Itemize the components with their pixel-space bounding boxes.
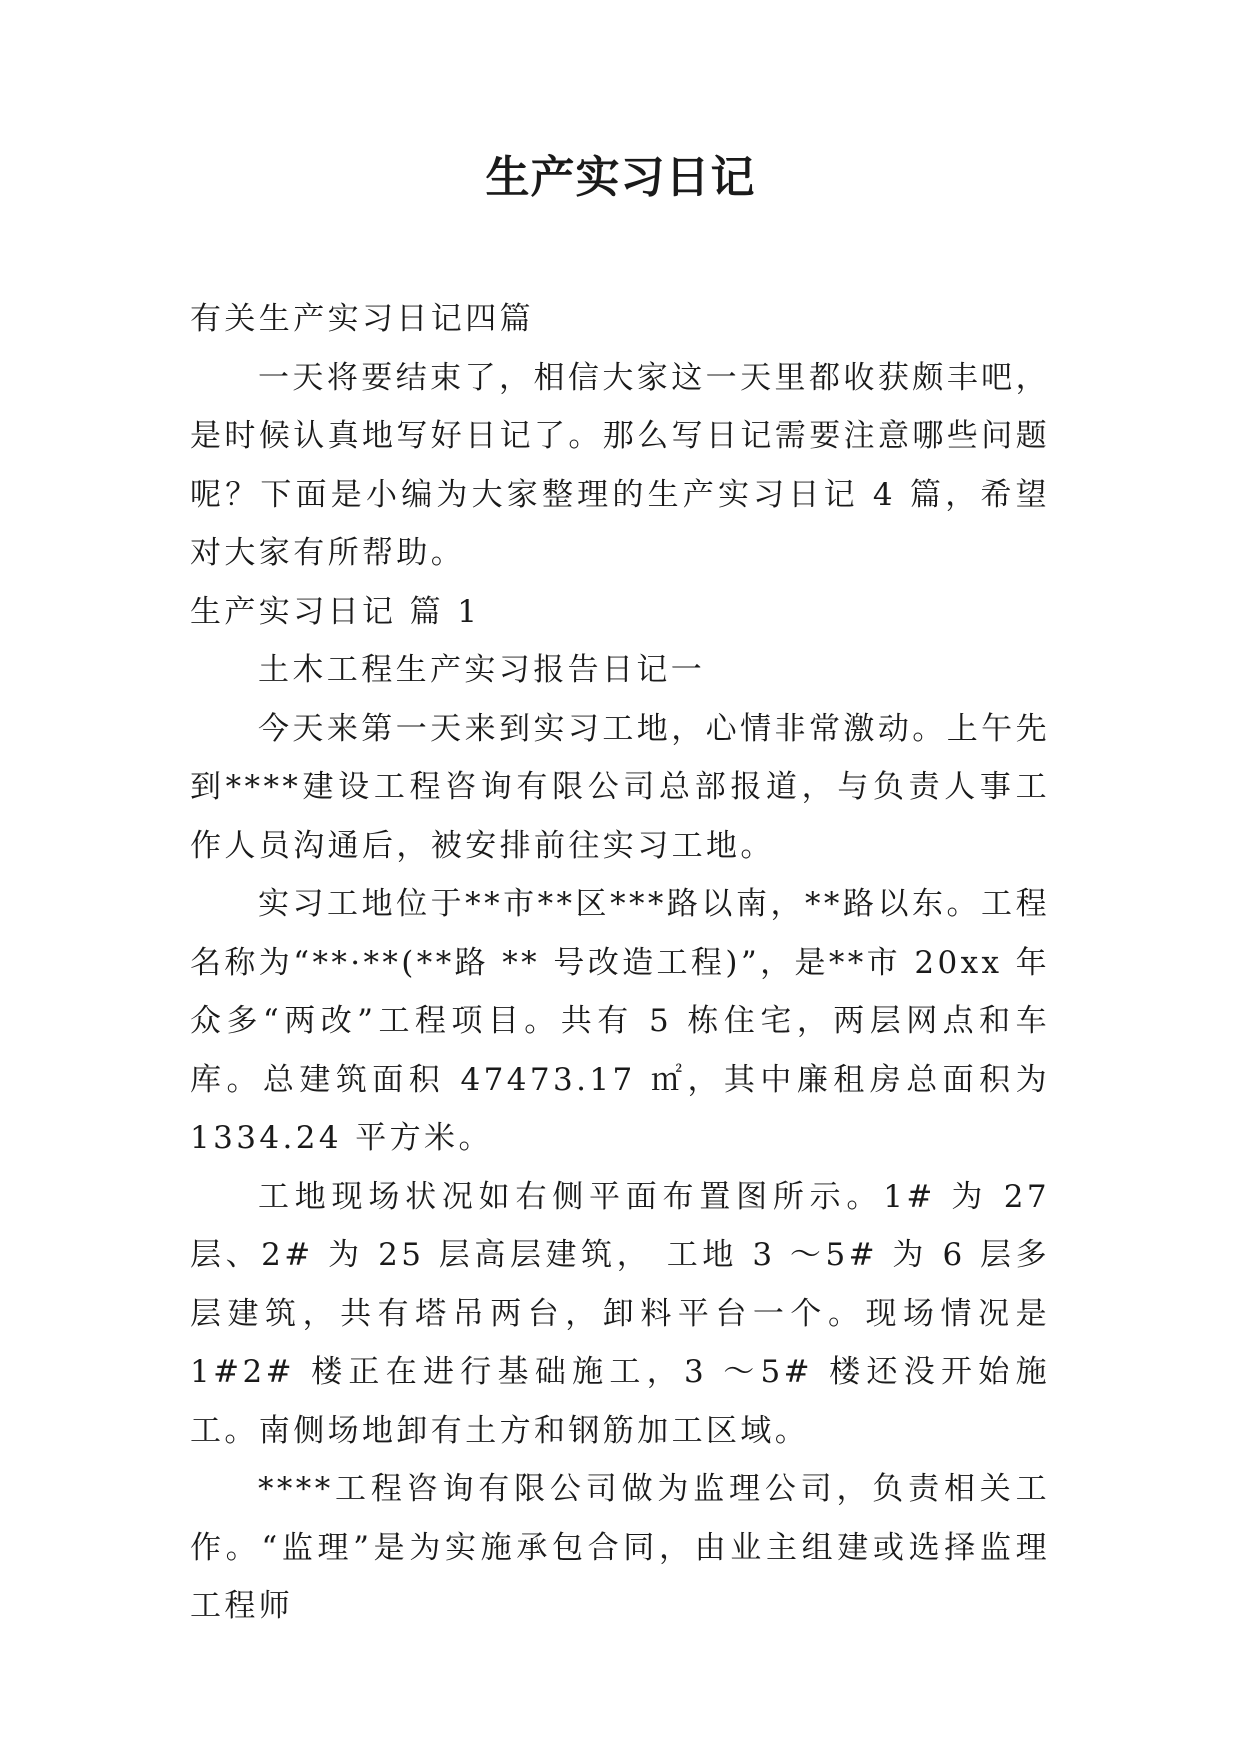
body-paragraph: 今天来第一天来到实习工地，心情非常激动。上午先到****建设工程咨询有限公司总部报道，与负责人事工作人员沟通后，被安排前往实习工地。 — [190, 710, 1050, 864]
intro-paragraph: 一天将要结束了，相信大家这一天里都收获颇丰吧，是时候认真地写好日记了。那么写日记需要注意哪些问题呢？下面是小编为大家整理的生产实习日记 4 篇，希望对大家有所帮助。 — [190, 359, 1050, 571]
diary-heading: 土木工程生产实习报告日记一 — [258, 652, 706, 688]
section-heading: 生产实习日记 篇 1 — [190, 593, 481, 630]
article-subtitle: 有关生产实习日记四篇 — [190, 301, 534, 337]
document-body — [190, 290, 1050, 1636]
body-paragraph: 工地现场状况如右侧平面布置图所示。1# 为 27 层、2# 为 25 层高层建筑， 工地 3 ～5# 为 6 层多层建筑，共有塔吊两台，卸料平台一个。现场情况是 1#2# 楼正在进行基础施工，3 ～5# 楼还没开始施工。南侧场地卸有土方和钢筋加工区域。 — [190, 1178, 1050, 1449]
body-paragraph: ****工程咨询有限公司做为监理公司，负责相关工作。“监理”是为实施承包合同，由业主组建或选择监理工程师 — [190, 1471, 1050, 1624]
document-title: 生产实习日记 — [485, 152, 756, 203]
body-paragraph: 实习工地位于**市**区***路以南，**路以东。工程名称为“**·**(**路 ** 号改造工程)”，是**市 20xx 年众多“两改”工程项目。共有 5 栋住宅，两层网点和车库。总建筑面积 47473.17 ㎡，其中廉租房总面积为 1334.24 平方米。 — [190, 886, 1050, 1156]
